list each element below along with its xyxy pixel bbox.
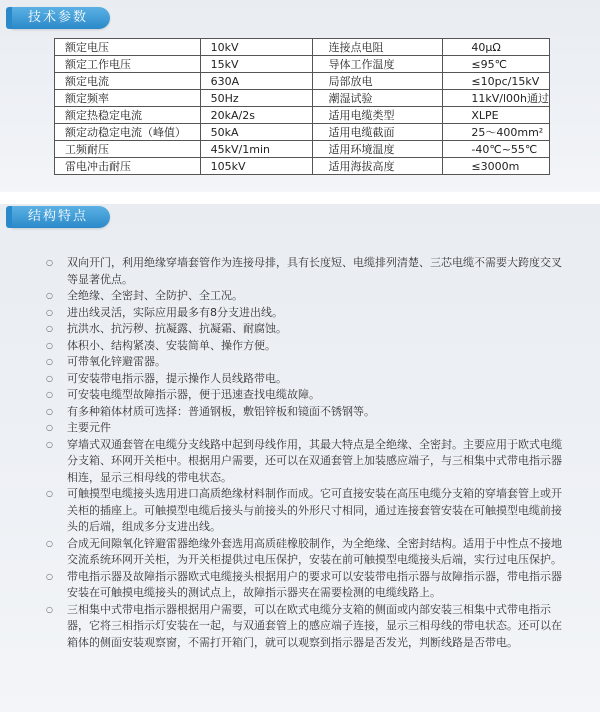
circle-bullet-icon: ○ [46,390,53,399]
feature-item [46,354,566,371]
spec-value: 11kV/l00h通过 [443,90,550,107]
circle-bullet-icon: ○ [46,489,53,498]
feature-text: 有多种箱体材质可选择：普通钢板，敷铝锌板和镜面不锈钢等。 [67,404,375,418]
circle-bullet-icon: ○ [46,439,53,449]
circle-bullet-icon: ○ [46,324,53,333]
feature-text: 进出线灵活，实际应用最多有8分支进出线。 [67,305,283,319]
spec-row [55,73,550,90]
feature-text: 全绝缘、全密封、全防护、全工况。 [67,289,243,302]
feature-text: 三相集中式带电指示器根据用户需要，可以在欧式电缆分支箱的侧面或内部安装三相集中式带电指示器，它将三相指示灯安装在一起，与双通套管上的感应端子连接，显示三相母线的带电状态。还可以在箱体的侧面安装观察窗，不需打开箱门，就可以观察到指示器是否发光，判断线路是否带电。 [67,602,562,649]
spec-label: 适用电缆截面 [312,124,443,141]
spec-label: 适用环境温度 [312,141,443,158]
circle-bullet-icon: ○ [46,291,53,300]
spec-value: 10kV [200,39,312,56]
spec-label: 额定热稳定电流 [55,107,201,124]
spec-label: 适用电缆类型 [312,107,443,124]
spec-value: 40μΩ [443,39,550,56]
spec-value: ≤10pc/15kV [443,73,550,90]
feature-item [46,602,566,652]
circle-bullet-icon: ○ [46,571,53,581]
specs-table [54,38,550,175]
specs-panel [0,0,600,192]
spec-label: 额定工作电压 [55,56,201,73]
feature-item [46,536,566,569]
spec-value: 20kA/2s [200,107,312,124]
features-list [46,255,566,651]
spec-label: 额定电压 [55,39,201,56]
specs-section-title: 技术参数 [12,7,110,29]
circle-bullet-icon: ○ [46,340,53,350]
spec-label: 潮湿试验 [312,90,443,107]
circle-bullet-icon: ○ [46,406,53,416]
spec-value: 15kV [200,56,312,73]
feature-text: 可安装带电指示器，提示操作人员线路带电。 [67,371,287,385]
feature-item [46,420,566,437]
feature-item [46,371,566,388]
spec-row [55,141,550,158]
feature-item [46,437,566,487]
circle-bullet-icon: ○ [46,538,53,548]
circle-bullet-icon: ○ [46,604,53,614]
spec-value: 25～400mm² [443,124,550,141]
spec-row [55,107,550,124]
feature-item [46,288,566,305]
spec-row [55,124,550,141]
spec-value: 50kA [200,124,312,141]
circle-bullet-icon: ○ [46,258,53,267]
spec-row [55,56,550,73]
feature-item [46,338,566,355]
spec-label: 局部放电 [312,73,443,90]
spec-label: 适用海拔高度 [312,158,443,175]
feature-item [46,404,566,421]
feature-text: 可安装电缆型故障指示器，便于迅速查找电缆故障。 [67,388,320,401]
feature-item [46,255,566,288]
spec-value: 50Hz [200,90,312,107]
spec-label: 工频耐压 [55,141,201,158]
spec-label: 雷电冲击耐压 [55,158,201,175]
spec-label: 额定频率 [55,90,201,107]
circle-bullet-icon: ○ [46,423,53,432]
circle-bullet-icon: ○ [46,357,53,366]
spec-row [55,39,550,56]
spec-label: 额定动稳定电流（峰值） [55,124,201,141]
circle-bullet-icon: ○ [46,373,53,383]
spec-row [55,158,550,175]
spec-value: 630A [200,73,312,90]
circle-bullet-icon: ○ [46,307,53,317]
spec-value: 105kV [200,158,312,175]
spec-value: ≤3000m [443,158,550,175]
feature-text: 穿墙式双通套管在电缆分支线路中起到母线作用，其最大特点是全绝缘、全密封。主要应用于欧式电缆分支箱、环网开关柜中。根据用户需要，还可以在双通套管上加装感应端子，与三相集中式带电指示器相连，显示三相母线的带电状态。 [67,437,562,484]
spec-value: ≤95℃ [443,56,550,73]
spec-label: 导体工作温度 [312,56,443,73]
feature-item [46,321,566,338]
feature-text: 主要元件 [67,421,111,434]
feature-text: 体积小、结构紧凑、安装简单、操作方便。 [67,338,276,352]
feature-text: 可带氧化锌避雷器。 [67,355,166,368]
spec-value: -40℃~55℃ [443,141,550,158]
feature-item [46,387,566,404]
feature-text: 带电指示器及故障指示器欧式电缆接头根据用户的要求可以安装带电指示器与故障指示器，带电指示器安装在可触摸电缆接头的测试点上，故障指示器夹在需要检测的电缆线路上。 [67,569,562,599]
spec-label: 连接点电阻 [312,39,443,56]
feature-item [46,486,566,536]
feature-text: 双向开门，利用绝缘穿墙套管作为连接母排，具有长度短、电缆排列清楚、三芯电缆不需要大跨度交叉等显著优点。 [67,256,562,286]
feature-text: 抗洪水、抗污秽、抗凝露、抗凝霜、耐腐蚀。 [67,322,287,335]
spec-label: 额定电流 [55,73,201,90]
spec-value: XLPE [443,107,550,124]
feature-text: 合成无间隙氧化锌避雷器绝缘外套选用高质硅橡胶制作，为全绝缘、全密封结构。适用于中性点不接地交流系统环网开关柜，为开关柜提供过电压保护，安装在前可触摸型电缆接头后端，实行过电压保护。 [67,536,562,566]
spec-value: 45kV/1min [200,141,312,158]
feature-text: 可触摸型电缆接头选用进口高质绝缘材料制作而成。它可直接安装在高压电缆分支箱的穿墙套管上或开关柜的插座上。可触摸型电缆后接头与前接头的外形尺寸相同，通过连接套管安装在可触摸型电缆前接头的后端，组成多分支进出线。 [67,487,562,533]
feature-item [46,569,566,602]
features-section-title: 结构特点 [12,206,110,228]
spec-row [55,90,550,107]
feature-item [46,305,566,322]
